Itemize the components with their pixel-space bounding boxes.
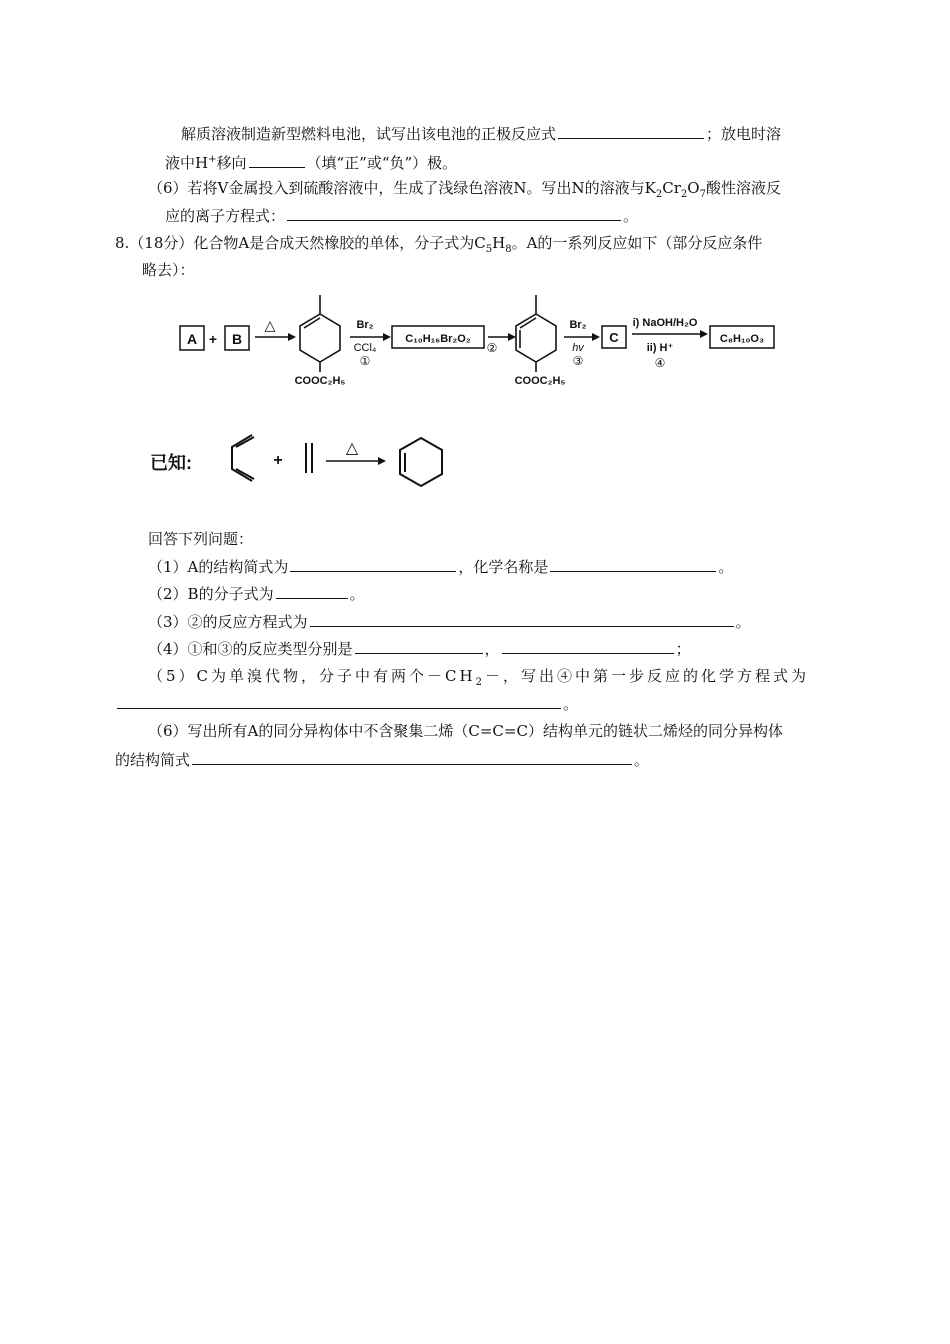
final-product-formula: C₈H₁₀O₃ [719,333,765,345]
known-reaction [150,425,470,504]
answer-blank[interactable] [558,122,704,139]
ester-label-2: COOC₂H₅ [514,375,566,387]
answer-blank[interactable] [192,748,632,765]
part1-text-a: （1）A的结构简式为 [148,558,289,576]
answer-intro-text: 回答下列问题： [148,530,254,548]
reagent-3-top: Br₂ [569,319,587,331]
subscript: 2 [475,677,485,688]
known-reaction-svg [150,425,470,500]
part-5 [148,665,809,694]
answer-blank[interactable] [502,637,674,654]
compound-c: C [609,330,619,345]
subscript: 2 [655,189,663,200]
line3-text-end: 酸性溶液反 [705,179,781,197]
part-3 [148,610,751,633]
butadiene-structure [232,435,254,481]
superscript: + [208,154,217,165]
reagent-4-top: i) NaOH/H₂O [632,317,698,329]
line3-text-mid2: O [687,179,700,197]
part6-text-c: 。 [634,751,650,769]
line2-text-b: 移向 [216,154,247,172]
reagent-4-bottom: ii) H⁺ [646,342,674,354]
part5-end: 。 [563,695,579,713]
line2-text-a: 液中H [165,154,209,172]
part6-text-b: 的结构简式 [115,751,191,769]
line2-text-c: （填“正”或“负”）极。 [306,154,458,172]
reagent-3-bottom: hv [572,342,584,354]
answer-blank[interactable] [310,610,734,627]
arrow-head [288,333,296,341]
part6-text-a: （6）写出所有A的同分异构体中不含聚集二烯（C=C=C）结构单元的链状二烯烃的同分异构体 [148,722,783,740]
answer-blank[interactable] [550,555,716,572]
question-8-line-1 [115,232,762,261]
arrow-head [508,333,516,341]
step-1-label: ① [359,354,371,368]
arrow-head [383,333,391,341]
line3-text-mid: Cr [662,179,681,197]
arrow-head [700,330,708,338]
subscript: 7 [699,189,706,200]
subscript: 2 [680,189,688,200]
part3-text-a: （3）②的反应方程式为 [148,613,308,631]
plus-sign: + [273,452,283,469]
text-line-2 [165,149,457,174]
part1-text-c: 。 [718,558,734,576]
part4-text-a: （4）①和③的反应类型分别是 [148,640,353,658]
q8-text-a: 8.（18分）化合物A是合成天然橡胶的单体，分子式为C [115,234,486,252]
part-6-continued [115,748,649,771]
known-label: 已知: [150,453,192,473]
answer-blank[interactable] [276,582,348,599]
part-5-continued [115,692,578,715]
part-4 [148,637,691,660]
step-2-label: ② [486,341,498,355]
part4-text-b: ， [484,640,500,658]
line1-text-a: 解质溶液制造新型燃料电池，试写出该电池的正极反应式 [181,125,557,143]
part2-text-a: （2）B的分子式为 [148,585,274,603]
answer-blank[interactable] [287,204,621,221]
part1-text-b: ，化学名称是 [458,558,549,576]
text-line-1 [181,122,781,145]
reagent-1-top: Br₂ [356,319,374,331]
ethylene-structure [306,443,312,473]
ester-label-1: COOC₂H₅ [294,375,346,387]
text-line-4 [165,204,638,227]
q8-text-c: 略去）： [142,261,195,279]
part4-text-c: ； [675,640,691,658]
arrow-head [592,333,600,341]
step-3-label: ③ [572,354,584,368]
compound-a: A [186,331,198,347]
line4-text-a: 应的离子方程式： [165,207,286,225]
arrow-head [378,457,386,465]
part3-text-b: 。 [735,613,751,631]
q8-text-mid: H [492,234,506,252]
answer-intro [148,528,253,550]
part-6 [148,720,783,742]
heat-symbol: △ [264,317,276,333]
answer-blank[interactable] [117,692,561,709]
q8-text-b: 。A的一系列反应如下（部分反应条件 [511,234,763,252]
line1-text-b: ；放电时溶 [706,125,782,143]
subscript: 8 [505,244,512,255]
answer-blank[interactable] [355,637,483,654]
part5-text-a: （5）C为单溴代物，分子中有两个－CH [148,667,476,685]
text-line-3 [148,177,781,206]
reagent-1-bottom: CCl₄ [353,342,377,354]
part5-text-b: －，写出④中第一步反应的化学方程式为 [484,667,809,685]
part-2 [148,582,365,605]
subscript: 5 [485,244,493,255]
answer-blank[interactable] [290,555,456,572]
line3-text: （6）若将V金属投入到硫酸溶液中，生成了浅绿色溶液N。写出N的溶液与K [148,179,656,197]
question-8-line-2 [142,259,195,281]
cyclohexene-ring-1 [300,295,340,372]
part-1 [148,555,733,578]
intermediate-formula: C₁₀H₁₆Br₂O₂ [405,333,471,345]
plus-sign: + [208,331,218,347]
compound-b: B [231,331,243,347]
line4-text-b: 。 [623,207,639,225]
step-4-label: ④ [654,356,666,370]
reaction-scheme [170,292,790,396]
heat-symbol: △ [345,440,359,457]
cyclohexadiene-ring-2 [516,295,556,372]
answer-blank[interactable] [249,151,305,168]
cyclohexene-product [400,438,442,486]
reaction-scheme-svg [170,292,790,392]
part2-text-b: 。 [349,585,365,603]
